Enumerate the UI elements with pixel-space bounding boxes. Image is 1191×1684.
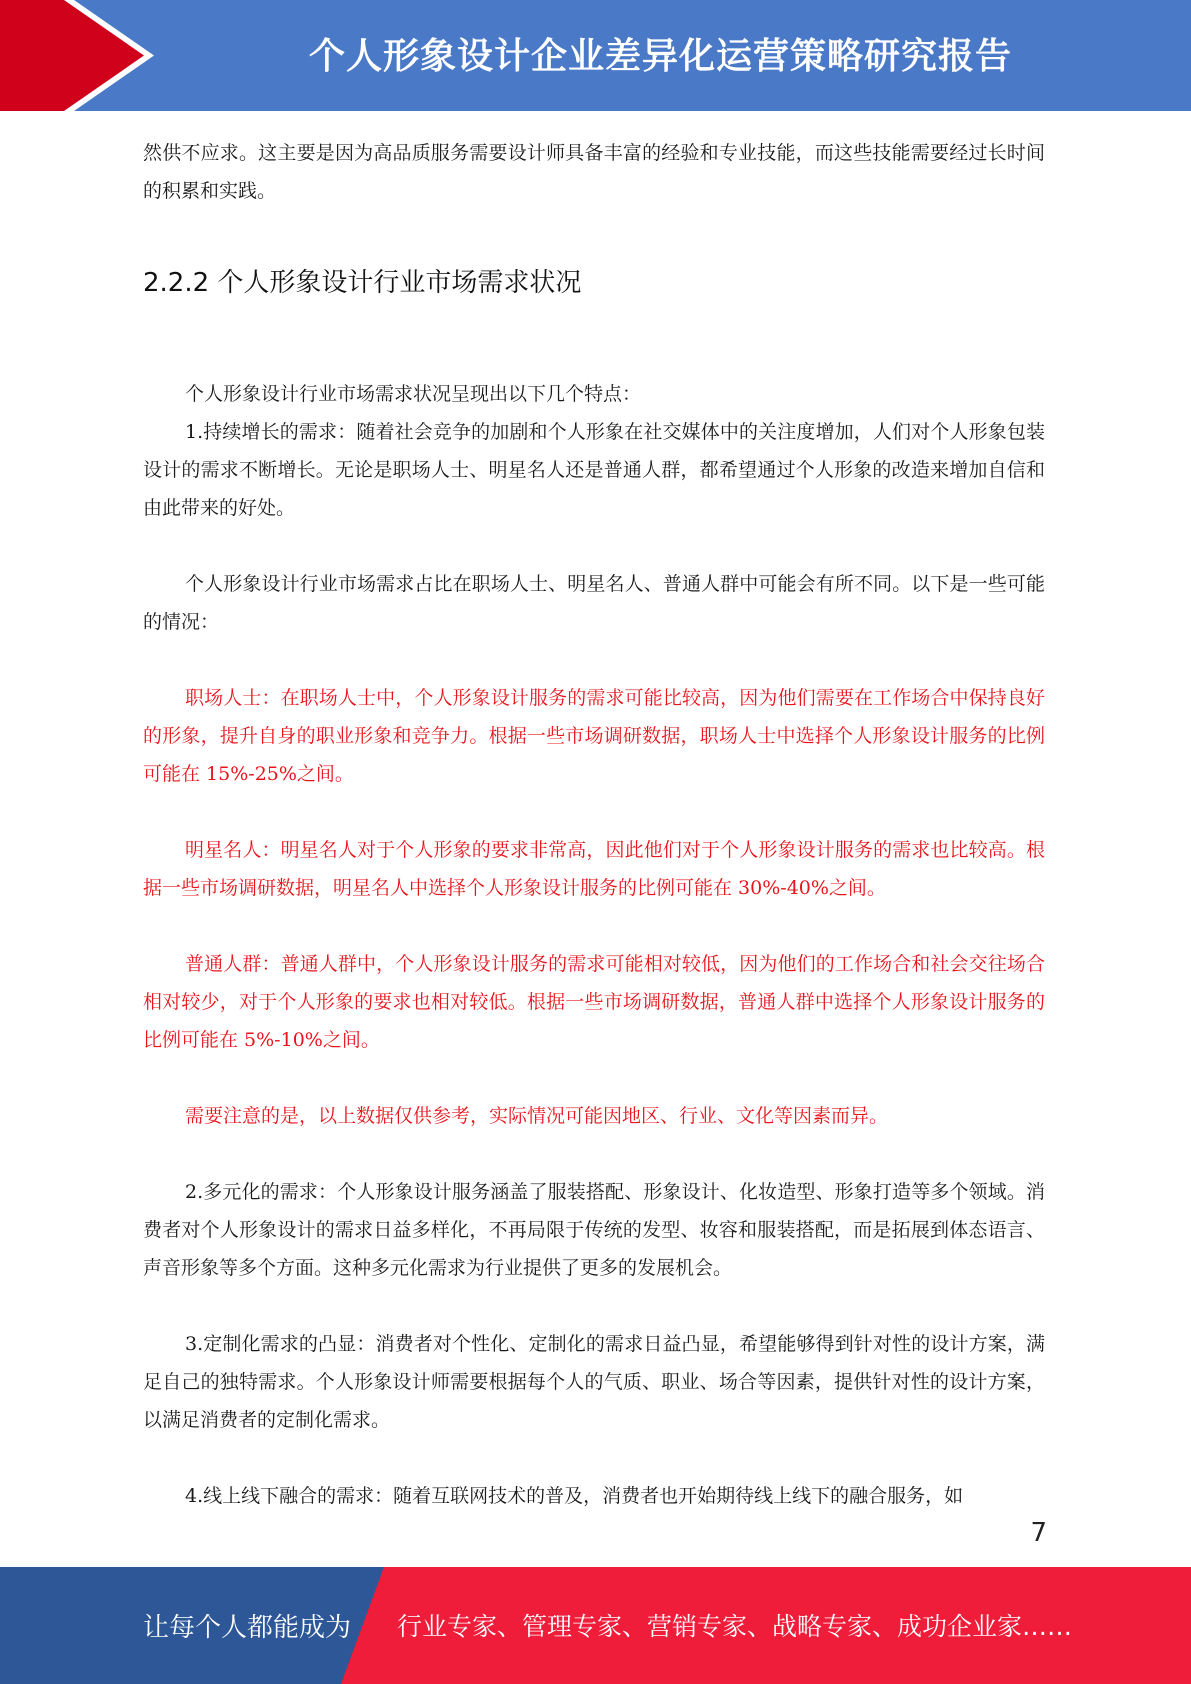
section-heading: 2.2.2 个人形象设计行业市场需求状况 — [143, 268, 582, 298]
paragraph-online-offline: 4.线上线下融合的需求：随着互联网技术的普及，消费者也开始期待线上线下的融合服务，如 — [185, 1485, 964, 1507]
page-body — [143, 134, 1045, 1515]
paragraph-features-intro: 个人形象设计行业市场需求状况呈现出以下几个特点： — [185, 383, 642, 405]
footer-banner — [0, 1567, 1191, 1684]
report-title: 个人形象设计企业差异化运营策略研究报告 — [308, 36, 1012, 77]
header-banner — [0, 0, 1191, 111]
footer-slogan-left: 让每个人都能成为 — [143, 1613, 352, 1643]
paragraph-customization-demand: 3.定制化需求的凸显：消费者对个性化、定制化的需求日益凸显，希望能够得到针对性的设计方案，满足自己的独特需求。个人形象设计师需要根据每个人的气质、职业、场合等因素，提供针对性的设计方案，以满足消费者的定制化需求。 — [143, 1333, 1045, 1431]
paragraph-general-public: 普通人群：普通人群中，个人形象设计服务的需求可能相对较低，因为他们的工作场合和社会交往场合相对较少，对于个人形象的要求也相对较低。根据一些市场调研数据，普通人群中选择个人形象设计服务的比例可能在 5%-10%之间。 — [143, 953, 1045, 1051]
paragraph-diversified-demand: 2.多元化的需求：个人形象设计服务涵盖了服装搭配、形象设计、化妆造型、形象打造等多个领域。消费者对个人形象设计的需求日益多样化，不再局限于传统的发型、妆容和服装搭配，而是拓展到体态语言、声音形象等多个方面。这种多元化需求为行业提供了更多的发展机会。 — [143, 1181, 1045, 1279]
header-red-arrow — [0, 0, 150, 111]
page-number: 7 — [1030, 1518, 1047, 1548]
paragraph-growth-demand: 1.持续增长的需求：随着社会竞争的加剧和个人形象在社交媒体中的关注度增加，人们对个人形象包装设计的需求不断增长。无论是职场人士、明星名人还是普通人群，都希望通过个人形象的改造来增加自信和由此带来的好处。 — [143, 421, 1045, 519]
paragraph-demand-share: 个人形象设计行业市场需求占比在职场人士、明星名人、普通人群中可能会有所不同。以下是一些可能的情况： — [143, 573, 1045, 633]
paragraph-professionals: 职场人士：在职场人士中，个人形象设计服务的需求可能比较高，因为他们需要在工作场合中保持良好的形象，提升自身的职业形象和竞争力。根据一些市场调研数据，职场人士中选择个人形象设计服务的比例可能在 15%-25%之间。 — [143, 687, 1045, 785]
intro-paragraph: 然供不应求。这主要是因为高品质服务需要设计师具备丰富的经验和专业技能，而这些技能需要经过长时间的积累和实践。 — [143, 142, 1045, 202]
footer-slogan-right: 行业专家、管理专家、营销专家、战略专家、成功企业家…… — [397, 1612, 1073, 1641]
paragraph-celebrities: 明星名人：明星名人对于个人形象的要求非常高，因此他们对于个人形象设计服务的需求也比较高。根据一些市场调研数据，明星名人中选择个人形象设计服务的比例可能在 30%-40%之间。 — [143, 839, 1045, 899]
paragraph-disclaimer: 需要注意的是，以上数据仅供参考，实际情况可能因地区、行业、文化等因素而异。 — [185, 1105, 889, 1127]
